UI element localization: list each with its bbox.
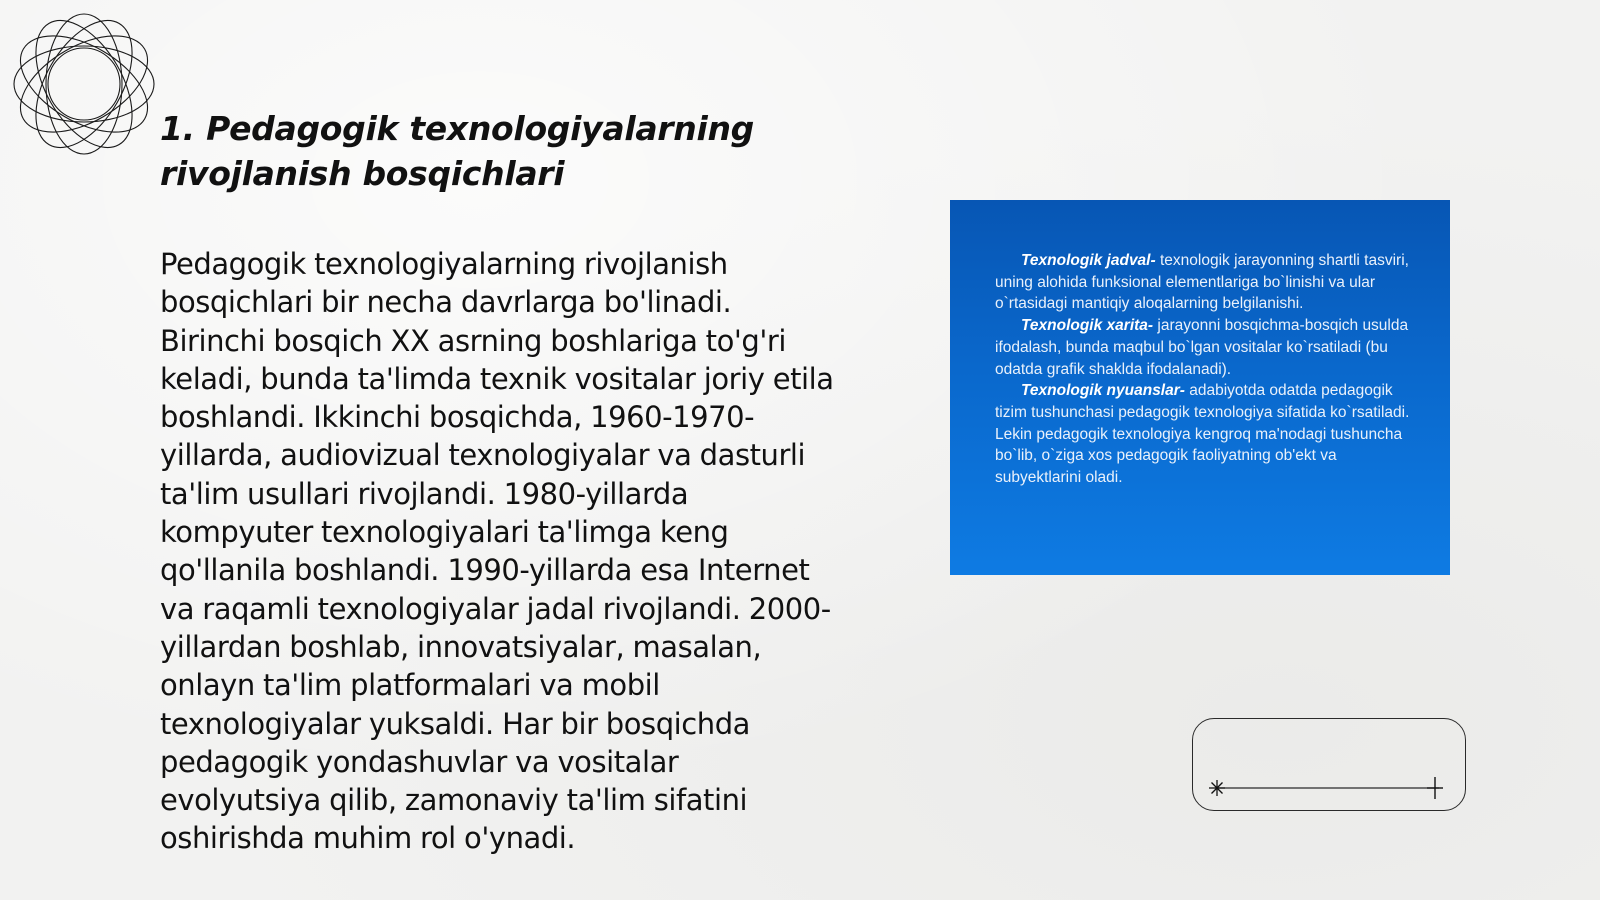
definition-text: jarayonni bosqichma-bosqich usulda ifodalash, bunda maqbul bo`lgan vositalar ko`rsatiladi (bu odatda grafik shaklda ifodalanadi). <box>995 317 1409 378</box>
crosshair-star-icon <box>1427 777 1443 799</box>
definition-term: Texnologik xarita- <box>1021 317 1154 335</box>
definition-term: Texnologik nyuanslar- <box>1021 382 1185 400</box>
definition-item <box>995 380 1412 489</box>
definition-text: adabiyotda odatda pedagogik tizim tushunchasi pedagogik texnologiya sifatida ko`rsatiladi. Lekin pedagogik texnologiya kengroq ma'nodagi tushuncha bo`lib, o`ziga xos pedagogik faoliyatning ob'ekt va subyektlarini oladi. <box>995 382 1410 487</box>
definition-item <box>995 315 1412 380</box>
definition-term: Texnologik jadval- <box>1021 252 1156 269</box>
sparkle-icon <box>1209 780 1225 796</box>
decorative-timeline-frame <box>1192 718 1466 811</box>
definition-item <box>995 250 1412 315</box>
definitions-card <box>950 200 1450 575</box>
spirograph-ornament-icon <box>10 10 158 158</box>
slide-body-text: Pedagogik texnologiyalarning rivojlanish bosqichlari bir necha davrlarga bo'linadi. Birinchi bosqich XX asrning boshlariga to'g'ri keladi, bunda ta'limda texnik vositalar joriy etila boshlandi. Ikkinchi bosqichda, 1960-1970-yillarda, audiovizual texnologiyalar va dasturli ta'lim usullari rivojlandi. 1980-yillarda kompyuter texnologiyalari ta'limga keng qo'llanila boshlandi. 1990-yillarda esa Internet va raqamli texnologiyalar jadal rivojlandi. 2000-yillardan boshlab, innovatsiyalar, masalan, onlayn ta'lim platformalari va mobil texnologiyalar yuksaldi. Har bir bosqichda pedagogik yondashuvlar va vositalar evolyutsiya qilib, zamonaviy ta'lim sifatini oshirishda muhim rol o'ynadi. <box>160 247 834 856</box>
slide-title: 1. Pedagogik texnologiyalarning rivojlanish bosqichlari <box>160 109 754 193</box>
definition-text: texnologik jarayonning shartli tasviri, uning alohida funksional elementlariga bo`linishi va ular o`rtasidagi mantiqiy aloqalarning belgilanishi. <box>995 252 1409 313</box>
